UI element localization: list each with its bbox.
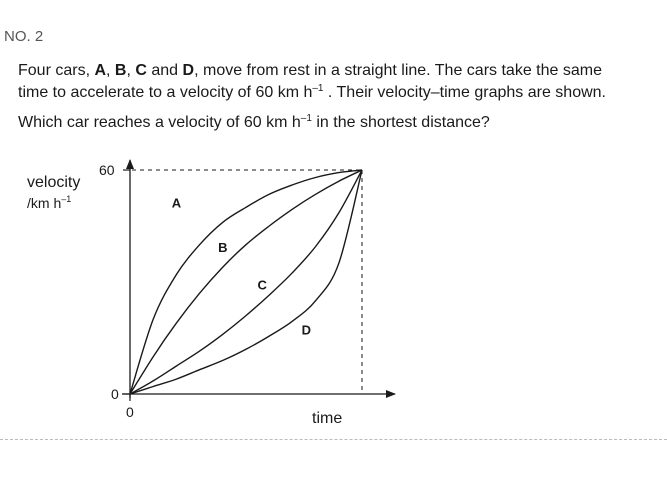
y-tick-label-0: 0 xyxy=(111,386,119,402)
curve-c xyxy=(130,170,362,394)
y-axis-unit: /km h xyxy=(27,195,62,211)
line3-text-end: in the shortest distance? xyxy=(311,114,490,131)
x-axis-label: time xyxy=(312,410,343,427)
question-number: NO. 2 xyxy=(4,28,44,45)
line3-text: Which car reaches a velocity of 60 km h xyxy=(18,114,301,131)
section-divider xyxy=(0,439,667,440)
line2-unit-sup: –1 xyxy=(312,83,324,94)
curve-b xyxy=(130,170,362,394)
curve-label-c: C xyxy=(257,277,267,293)
y-tick-label-60: 60 xyxy=(99,162,115,178)
y-axis-label-line2 xyxy=(27,194,71,211)
question-line-3 xyxy=(18,112,490,134)
car-c-label: C xyxy=(135,62,147,79)
car-a-label: A xyxy=(94,62,107,79)
question-line-1: Four cars, A, B, C and D, move from rest in a straight line. The cars take the same xyxy=(18,62,602,79)
curves-group xyxy=(130,170,362,394)
y-axis-unit-sup: –1 xyxy=(61,194,72,204)
velocity-time-graph xyxy=(0,150,667,440)
line3-unit-sup: –1 xyxy=(300,113,312,124)
curve-labels-group xyxy=(172,195,311,337)
question-line-2 xyxy=(18,82,606,104)
curve-a xyxy=(130,170,362,394)
curve-label-d: D xyxy=(301,322,311,338)
car-b-label: B xyxy=(114,62,127,79)
x-tick-label-0: 0 xyxy=(126,404,134,420)
line2-text: time to accelerate to a velocity of 60 km h xyxy=(18,84,313,101)
curve-d xyxy=(130,170,362,394)
y-axis-label-line1: velocity xyxy=(27,174,81,191)
curve-label-b: B xyxy=(218,240,228,256)
car-d-label: D xyxy=(182,62,195,79)
curve-label-a: A xyxy=(171,195,182,211)
line2-text-end: . Their velocity–time graphs are shown. xyxy=(323,84,606,101)
